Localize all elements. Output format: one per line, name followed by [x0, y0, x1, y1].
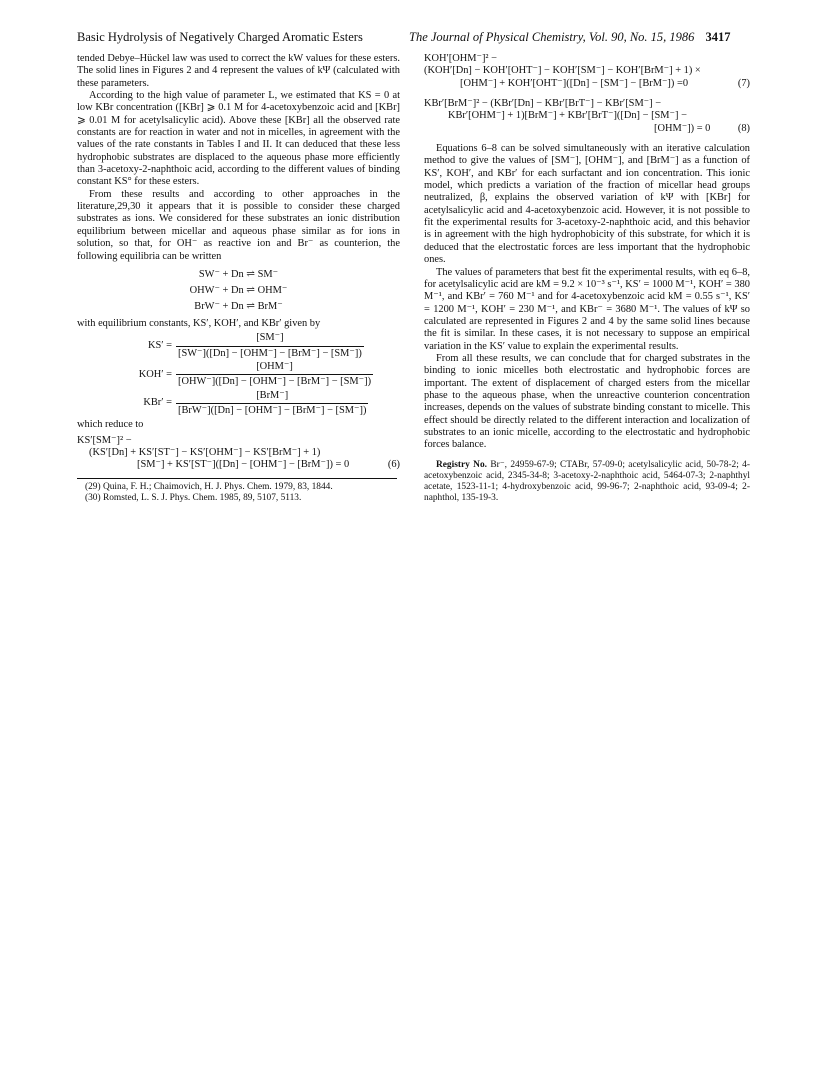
right-column — [424, 53, 750, 504]
equation-line: [OHM⁻] + KOH′[OHT⁻]([Dn] − [SM⁻] − [BrM⁻]) =0 — [460, 77, 689, 89]
paragraph: which reduce to — [77, 419, 144, 431]
equation-line-numbered — [424, 123, 750, 135]
paragraph: From these results and according to other approaches in the literature,29,30 it appears that it is possible to consider these charged substrates as ions. We considered for these substrates an ionic distribution equilibrium between micellar and aqueous phase similar as for ions in solution, so that, for OH⁻ as reactive ion and Br⁻ as counterion, the following equilibria can be written — [77, 188, 400, 262]
equation-6 — [77, 435, 400, 472]
equation-8 — [424, 98, 750, 135]
equation-line-numbered — [424, 78, 750, 90]
denominator: [OHW⁻]([Dn] − [OHM⁻] − [BrM⁻] − [SM⁻]) — [178, 376, 372, 388]
equation-line: KS′[SM⁻]² − — [77, 434, 132, 446]
fraction — [176, 332, 364, 360]
fraction-lhs: KS′ = — [147, 339, 172, 351]
paragraph: with equilibrium constants, KS′, KOH′, and KBr′ given by — [77, 317, 321, 329]
denominator: [SW⁻]([Dn] − [OHM⁻] − [BrM⁻] − [SM⁻]) — [178, 347, 362, 359]
registry-label: Registry No. — [436, 459, 487, 470]
registry-numbers — [424, 460, 750, 505]
fraction-equation — [77, 332, 400, 360]
paragraph: tended Debye–Hückel law was used to correct the kW values for these esters. The solid lines in Figures 2 and 4 represent the values of kΨ (calculated with these parameters. — [77, 53, 400, 89]
denominator: [BrW⁻]([Dn] − [OHM⁻] − [BrM⁻] − [SM⁻]) — [178, 404, 367, 416]
numerator: [OHM⁻] — [256, 360, 293, 372]
equilibrium-constants — [77, 332, 400, 417]
equation-line: KBr′[BrM⁻]² − (KBr′[Dn] − KBr′[BrT⁻] − KBr′[SM⁻] − — [424, 98, 662, 110]
equilibrium-equation: SW⁻ + Dn ⇌ SM⁻ — [198, 268, 279, 280]
page-number: 3417 — [705, 30, 731, 44]
left-column — [77, 53, 400, 504]
equilibrium-equation: OHW⁻ + Dn ⇌ OHM⁻ — [189, 284, 288, 296]
fraction — [176, 361, 373, 389]
equation-line: (KS′[Dn] + KS′[ST⁻] − KS′[OHM⁻] − KS′[BrM⁻] + 1) — [89, 446, 321, 458]
numerator: [SM⁻] — [256, 332, 284, 344]
equilibria-list — [77, 267, 400, 315]
paragraph: Equations 6–8 can be solved simultaneously with an iterative calculation method to give the values of [SM⁻], [OHM⁻], and [BrM⁻] as a function of KS′, KOH′, and KBr′ for each surfactant and ion concentration. This ionic model, which predicts a variation of the fraction of micellar head groups neutralized, β, explains the observed variation of kΨ with [KBr] for acetylsalicylic acid and 4-acetoxybenzoic acid. However, it is not possible to fit the experimental results for 3-acetoxy-2-naphthoic acid, and this behavior is in agreement with the high hydrophobicity of this substrate, for which it is deduced that the electrostatic forces are less important that the hydrophobic ones. — [424, 143, 750, 266]
paragraph: From all these results, we can conclude that for charged substrates in the binding to ionic micelles both electrostatic and hydrophobic forces are important. The extent of displacement of charged esters from the micellar phase to the aqueous phase, when the unreactive counterion concentration increases, depends on the values of substrate binding constant to micelle. This effect should be directly related to the different interaction and localization of substrates to an ionic micelle, according to the electrostatic and hydrophobic forces balance. — [424, 352, 750, 451]
running-title: Basic Hydrolysis of Negatively Charged Aromatic Esters — [77, 30, 363, 44]
reference-29: (29) Quina, F. H.; Chaimovich, H. J. Phys. Chem. 1979, 83, 1844. — [85, 481, 333, 492]
reference-30: (30) Romsted, L. S. J. Phys. Chem. 1985, 89, 5107, 5113. — [85, 492, 302, 503]
fraction-lhs: KOH′ = — [138, 368, 172, 380]
equation-line: KOH′[OHM⁻]² − — [424, 53, 498, 64]
paragraph: According to the high value of parameter L, we estimated that KS = 0 at low KBr concentration ([KBr] ⩾ 0.1 M for 4-acetoxybenzoic acid and [KBr] ⩾ 0.01 M for acetylsalicylic acid). Above these [KBr] all the observed rate constants are for reaction in water and not in micelles, in agreement with the values of the rate constants in Tables I and II. It can deduced that these less hydrophobic substrates are displaced to the aqueous phase more efficiently than 3-acetoxy-2-naphthoic acid, according to the different values of binding constant KS° for these esters. — [77, 90, 400, 188]
footnote-divider — [77, 478, 397, 479]
registry-text: Br⁻, 24959-67-9; CTABr, 57-09-0; acetylsalicylic acid, 50-78-2; 4-acetoxybenzoic acid, 2345-34-8; 3-acetoxy-2-naphthoic acid, 5464-07-3; 2-naphthyl acetate, 1523-11-1; 4-hydroxybenzoic acid, 99-96-7; 2-naphthoic acid, 93-09-4; 2-naphthol, 135-19-3. — [424, 459, 750, 504]
equation-line: [OHM⁻]) = 0 — [654, 122, 711, 134]
journal-citation — [409, 30, 731, 45]
fraction-equation — [77, 390, 400, 418]
equation-number: (6) — [387, 459, 400, 471]
equilibrium-equation: BrW⁻ + Dn ⇌ BrM⁻ — [194, 300, 283, 312]
numerator: [BrM⁻] — [256, 389, 289, 401]
equation-line: (KOH′[Dn] − KOH′[OHT⁻] − KOH′[SM⁻] − KOH′[BrM⁻] + 1) × — [424, 65, 701, 77]
equation-number: (7) — [737, 77, 750, 89]
equation-line-numbered — [77, 459, 400, 471]
equation-7 — [424, 53, 750, 90]
journal-name: The Journal of Physical Chemistry, Vol. 90, No. 15, 1986 — [409, 30, 695, 44]
equation-line: [SM⁻] + KS′[ST⁻]([Dn] − [OHM⁻] − [BrM⁻]) = 0 — [137, 459, 350, 471]
equation-number: (8) — [737, 122, 750, 134]
fraction — [176, 390, 368, 418]
fraction-equation — [77, 361, 400, 389]
fraction-lhs: KBr′ = — [143, 397, 172, 409]
paragraph: The values of parameters that best fit the experimental results, with eq 6–8, for acetylsalicylic acid are kM = 9.2 × 10⁻³ s⁻¹, KS′ = 1000 M⁻¹, KOH′ = 380 M⁻¹, and KBr′ = 760 M⁻¹ and for 4-acetoxybenzoic acid kM = 0.55 s⁻¹, KS′ = 1200 M⁻¹, KOH′ = 230 M⁻¹, and KBr⁻ = 3680 M⁻¹. The values of kΨ so calculated are represented in Figures 2 and 4 by the same solid lines because the fit is similar. In these cases, it is not necessary to suppose an empirical variation in the KS′ value to explain the experimental results. — [424, 266, 750, 352]
equation-line: KBr′[OHM⁻] + 1)[BrM⁻] + KBr′[BrT⁻]([Dn] − [SM⁻] − — [448, 110, 687, 122]
